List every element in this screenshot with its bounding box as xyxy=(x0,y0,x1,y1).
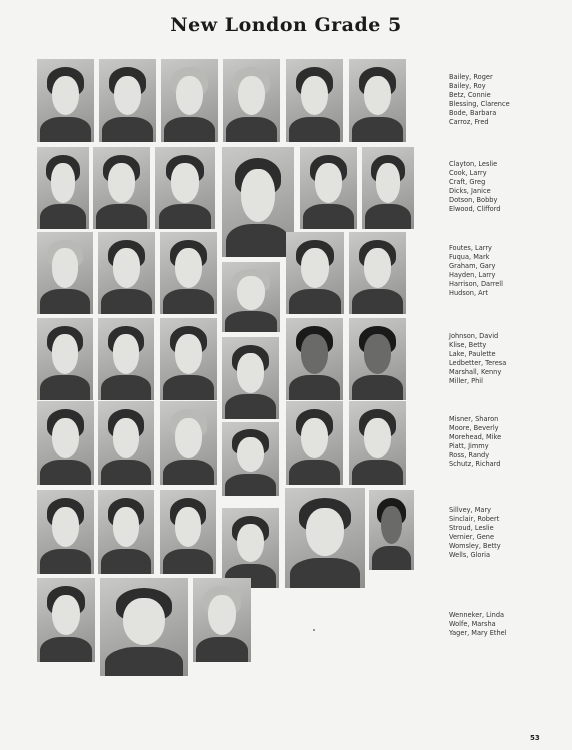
student-portrait xyxy=(160,318,217,400)
student-name: Graham, Gary xyxy=(449,261,496,270)
student-portrait xyxy=(349,232,406,314)
portrait-body xyxy=(303,204,353,229)
portrait-body xyxy=(289,375,339,400)
student-name: Cook, Larry xyxy=(449,168,487,177)
student-name: Carroz, Fred xyxy=(449,117,489,126)
student-portrait xyxy=(161,59,218,142)
portrait-face xyxy=(238,76,265,116)
student-portrait xyxy=(349,59,406,142)
portrait-face xyxy=(171,163,200,202)
student-name: Hudson, Art xyxy=(449,288,488,297)
portrait-body xyxy=(101,289,151,314)
student-portrait xyxy=(286,401,343,485)
student-name: Schutz, Richard xyxy=(449,459,501,468)
student-name: Blessing, Clarence xyxy=(449,99,510,108)
portrait-body xyxy=(225,394,275,419)
name-list-row-2 xyxy=(449,160,564,213)
portrait-body xyxy=(196,637,247,662)
student-name: Piatt, Jimmy xyxy=(449,441,489,450)
student-name: Miller, Phil xyxy=(449,376,483,385)
student-portrait xyxy=(222,422,279,496)
student-name: Ross, Randy xyxy=(449,450,490,459)
portrait-face xyxy=(113,507,140,547)
student-name: Morehead, Mike xyxy=(449,432,502,441)
portrait-face xyxy=(52,248,79,287)
student-name: Wenneker, Linda xyxy=(449,611,505,619)
name-list-row-4 xyxy=(449,332,564,385)
student-portrait xyxy=(160,401,217,485)
portrait-face xyxy=(175,334,202,373)
student-portrait xyxy=(37,490,94,574)
student-name: Vernier, Gene xyxy=(449,532,495,541)
portrait-body xyxy=(40,204,86,229)
student-name: Ledbetter, Teresa xyxy=(449,358,507,367)
student-portrait xyxy=(98,490,154,574)
portrait-body xyxy=(40,460,90,485)
portrait-body xyxy=(159,204,212,229)
portrait-body xyxy=(352,375,402,400)
portrait-body xyxy=(101,549,150,574)
portrait-face xyxy=(364,248,391,287)
name-list-row-7 xyxy=(449,611,564,638)
student-portrait xyxy=(286,59,343,142)
student-portrait xyxy=(98,232,155,314)
student-name: Misner, Sharon xyxy=(449,415,499,423)
portrait-body xyxy=(352,460,402,485)
student-portrait xyxy=(37,232,93,314)
portrait-face xyxy=(108,163,135,202)
student-portrait xyxy=(37,401,94,485)
print-speck xyxy=(313,629,315,631)
portrait-body xyxy=(163,549,212,574)
portrait-body xyxy=(289,460,339,485)
student-name: Bode, Barbara xyxy=(449,108,497,117)
student-name: Bailey, Roger xyxy=(449,73,493,81)
portrait-face xyxy=(175,507,202,547)
student-portrait xyxy=(160,490,216,574)
student-portrait xyxy=(98,318,154,400)
student-portrait xyxy=(37,59,94,142)
portrait-face xyxy=(364,76,391,116)
portrait-face xyxy=(241,169,276,222)
student-name: Dotson, Bobby xyxy=(449,195,498,204)
portrait-face xyxy=(175,248,202,287)
student-name: Betz, Connie xyxy=(449,90,491,99)
portrait-body xyxy=(226,117,276,142)
student-portrait xyxy=(349,401,406,485)
page-number: 53 xyxy=(530,734,540,742)
student-portrait xyxy=(222,262,280,332)
student-portrait xyxy=(155,147,215,229)
portrait-face xyxy=(301,334,328,373)
portrait-body xyxy=(101,375,150,400)
student-portrait xyxy=(222,147,294,257)
portrait-body xyxy=(40,549,90,574)
student-name: Sillvey, Mary xyxy=(449,506,492,514)
portrait-body xyxy=(352,117,402,142)
student-name: Klise, Betty xyxy=(449,340,487,349)
portrait-face xyxy=(52,507,79,547)
name-list-row-5 xyxy=(449,415,564,468)
student-portrait xyxy=(300,147,357,229)
portrait-face xyxy=(237,353,264,392)
student-name: Wolfe, Marsha xyxy=(449,619,496,628)
student-name: Hayden, Larry xyxy=(449,270,496,279)
portrait-face xyxy=(175,418,202,458)
student-portrait xyxy=(100,578,188,676)
portrait-face xyxy=(52,76,79,116)
portrait-body xyxy=(352,289,402,314)
student-name: Marshall, Kenny xyxy=(449,367,502,376)
portrait-face xyxy=(113,248,140,287)
portrait-body xyxy=(101,460,150,485)
student-name: Moore, Beverly xyxy=(449,423,499,432)
portrait-face xyxy=(315,163,342,202)
portrait-body xyxy=(163,375,213,400)
portrait-body xyxy=(225,474,275,496)
portrait-body xyxy=(163,460,213,485)
portrait-face xyxy=(301,76,328,116)
portrait-body xyxy=(289,117,339,142)
student-portrait xyxy=(93,147,150,229)
portrait-body xyxy=(96,204,146,229)
portrait-face xyxy=(381,506,403,544)
student-name: Fuqua, Mark xyxy=(449,252,490,261)
portrait-body xyxy=(226,224,289,257)
student-name: Lake, Paulette xyxy=(449,349,496,358)
student-portrait xyxy=(286,232,344,314)
portrait-face xyxy=(364,418,391,458)
portrait-body xyxy=(40,375,89,400)
student-portrait xyxy=(160,232,217,314)
student-name: Stroud, Leslie xyxy=(449,523,494,532)
student-name: Craft, Greg xyxy=(449,177,486,186)
student-name: Womsley, Betty xyxy=(449,541,501,550)
page-title: New London Grade 5 xyxy=(170,14,402,36)
student-portrait xyxy=(369,490,414,570)
portrait-face xyxy=(306,508,344,556)
student-portrait xyxy=(362,147,414,229)
portrait-face xyxy=(376,163,401,202)
portrait-body xyxy=(365,204,411,229)
name-list-row-6 xyxy=(449,506,564,559)
portrait-face xyxy=(301,248,329,287)
portrait-face xyxy=(51,163,76,202)
student-portrait xyxy=(98,401,154,485)
portrait-face xyxy=(237,437,264,473)
portrait-face xyxy=(52,595,80,635)
student-name: Dicks, Janice xyxy=(449,186,491,195)
portrait-face xyxy=(208,595,236,635)
portrait-face xyxy=(176,76,203,116)
student-portrait xyxy=(222,337,279,419)
portrait-body xyxy=(290,558,360,588)
student-name: Yager, Mary Ethel xyxy=(449,628,507,637)
portrait-face xyxy=(301,418,328,458)
portrait-body xyxy=(225,311,276,332)
portrait-face xyxy=(113,334,140,373)
portrait-body xyxy=(289,289,340,314)
portrait-face xyxy=(52,334,79,373)
portrait-face xyxy=(364,334,391,373)
portrait-face xyxy=(113,418,140,458)
portrait-face xyxy=(123,598,165,645)
student-name: Clayton, Leslie xyxy=(449,160,498,168)
portrait-body xyxy=(105,647,182,676)
portrait-body xyxy=(163,289,213,314)
portrait-body xyxy=(372,546,412,570)
student-name: Foutes, Larry xyxy=(449,244,492,252)
student-name: Bailey, Roy xyxy=(449,81,486,90)
portrait-face xyxy=(237,524,264,562)
student-portrait xyxy=(37,147,89,229)
student-name: Elwood, Clifford xyxy=(449,204,501,213)
name-list-row-1 xyxy=(449,73,564,126)
student-portrait xyxy=(285,488,365,588)
portrait-body xyxy=(102,117,152,142)
portrait-face xyxy=(114,76,141,116)
student-name: Johnson, David xyxy=(449,332,499,340)
portrait-face xyxy=(52,418,79,458)
student-portrait xyxy=(222,508,279,588)
portrait-body xyxy=(164,117,214,142)
student-portrait xyxy=(37,318,93,400)
student-portrait xyxy=(349,318,406,400)
portrait-body xyxy=(40,637,91,662)
portrait-face xyxy=(237,276,265,310)
portrait-body xyxy=(40,117,90,142)
student-name: Sinclair, Robert xyxy=(449,514,500,523)
portrait-body xyxy=(40,289,89,314)
student-portrait xyxy=(99,59,156,142)
student-portrait xyxy=(37,578,95,662)
student-portrait xyxy=(223,59,280,142)
student-portrait xyxy=(286,318,343,400)
name-list-row-3 xyxy=(449,244,564,297)
student-portrait xyxy=(193,578,251,662)
student-name: Wells, Gloria xyxy=(449,550,491,559)
student-name: Harrison, Darrell xyxy=(449,279,503,288)
